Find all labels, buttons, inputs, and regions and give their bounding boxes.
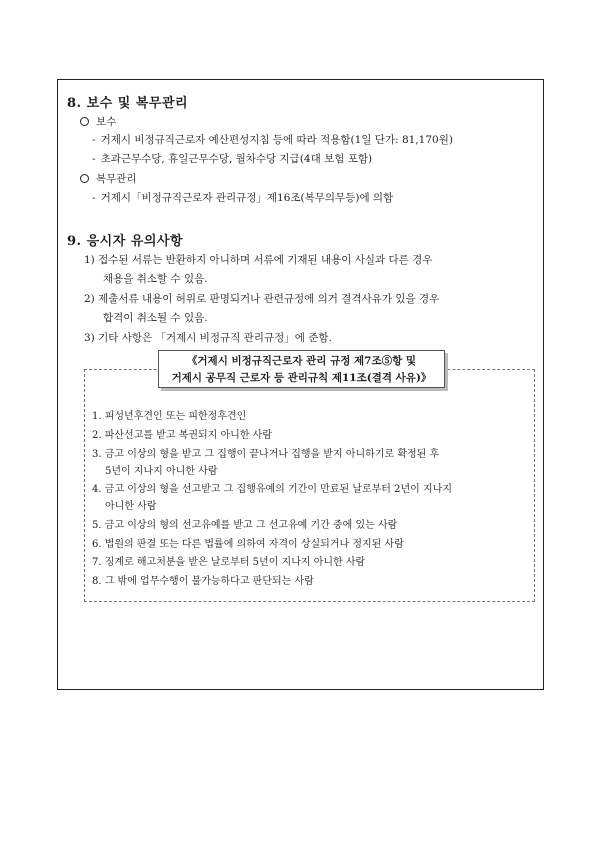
disqualification-item-3: 3. 금고 이상의 형을 받고 그 집행이 끝나거나 집행을 받지 아니하기로 확정된 후 <box>92 449 440 460</box>
disqualification-item-1: 1. 피성년후견인 또는 피한정후견인 <box>92 411 247 422</box>
dash-bullet-icon: - <box>92 192 96 204</box>
note-2-line-2: 합격이 취소될 수 있음. <box>103 312 208 324</box>
disqualification-item-2: 2. 파산선고를 받고 복권되지 아니한 사람 <box>92 430 272 441</box>
note-1-line-2: 채용을 취소할 수 있음. <box>103 273 208 285</box>
service-subheading <box>80 171 137 186</box>
disqualification-item-5: 5. 금고 이상의 형의 선고유예를 받고 그 선고유예 기간 중에 있는 사람 <box>92 520 398 531</box>
disqualification-item-4-cont: 아니한 사람 <box>105 501 157 512</box>
disqualification-title-line-1: 《거제시 비정규직근로자 관리 규정 제7조⑤항 및 <box>186 355 417 367</box>
note-2-line-1: 2) 제출서류 내용이 허위로 판명되거나 관련규정에 의거 결격사유가 있을 경우 <box>84 293 440 305</box>
ring-bullet-icon <box>80 174 89 183</box>
service-label: 복무관리 <box>96 173 137 185</box>
note-3-line-1: 3) 기타 사항은 「거제시 비정규직 관리규정」에 준함. <box>84 332 332 344</box>
section-8-heading: 8. 보수 및 복무관리 <box>67 96 189 111</box>
disqualification-item-7: 7. 징계로 해고처분을 받은 날로부터 5년이 지나지 아니한 사람 <box>92 557 366 568</box>
section-9-heading: 9. 응시자 유의사항 <box>67 234 184 249</box>
disqualification-item-8: 8. 그 밖에 업무수행이 불가능하다고 판단되는 사람 <box>92 576 314 587</box>
pay-item-1: - 거제시 비정규직근로자 예산편성지침 등에 따라 적용함(1일 단가: 81,170원) <box>92 134 453 146</box>
pay-subheading <box>80 114 116 129</box>
pay-item-2: - 초과근무수당, 휴일근무수당, 월차수당 지급(4대 보험 포함) <box>92 153 373 165</box>
dash-bullet-icon: - <box>92 134 96 146</box>
ring-bullet-icon <box>80 117 89 126</box>
pay-label: 보수 <box>96 116 117 128</box>
note-1-line-1: 1) 접수된 서류는 반환하지 아니하며 서류에 기재된 내용이 사실과 다른 경우 <box>84 254 433 266</box>
disqualification-item-3-cont: 5년이 지나지 아니한 사람 <box>105 466 218 477</box>
dash-bullet-icon: - <box>92 153 96 165</box>
service-item-1: - 거제시「비정규직근로자 관리규정」제16조(복무의무등)에 의함 <box>92 192 394 204</box>
disqualification-title-line-2: 거제시 공무직 근로자 등 관리규칙 제11조(결격 사유)》 <box>171 372 432 384</box>
disqualification-title-box <box>158 350 445 388</box>
disqualification-item-4: 4. 금고 이상의 형을 선고받고 그 집행유예의 기간이 만료된 날로부터 2년이 지나지 <box>92 484 452 495</box>
disqualification-item-6: 6. 법원의 판결 또는 다른 법률에 의하여 자격이 상실되거나 정지된 사람 <box>92 539 404 550</box>
